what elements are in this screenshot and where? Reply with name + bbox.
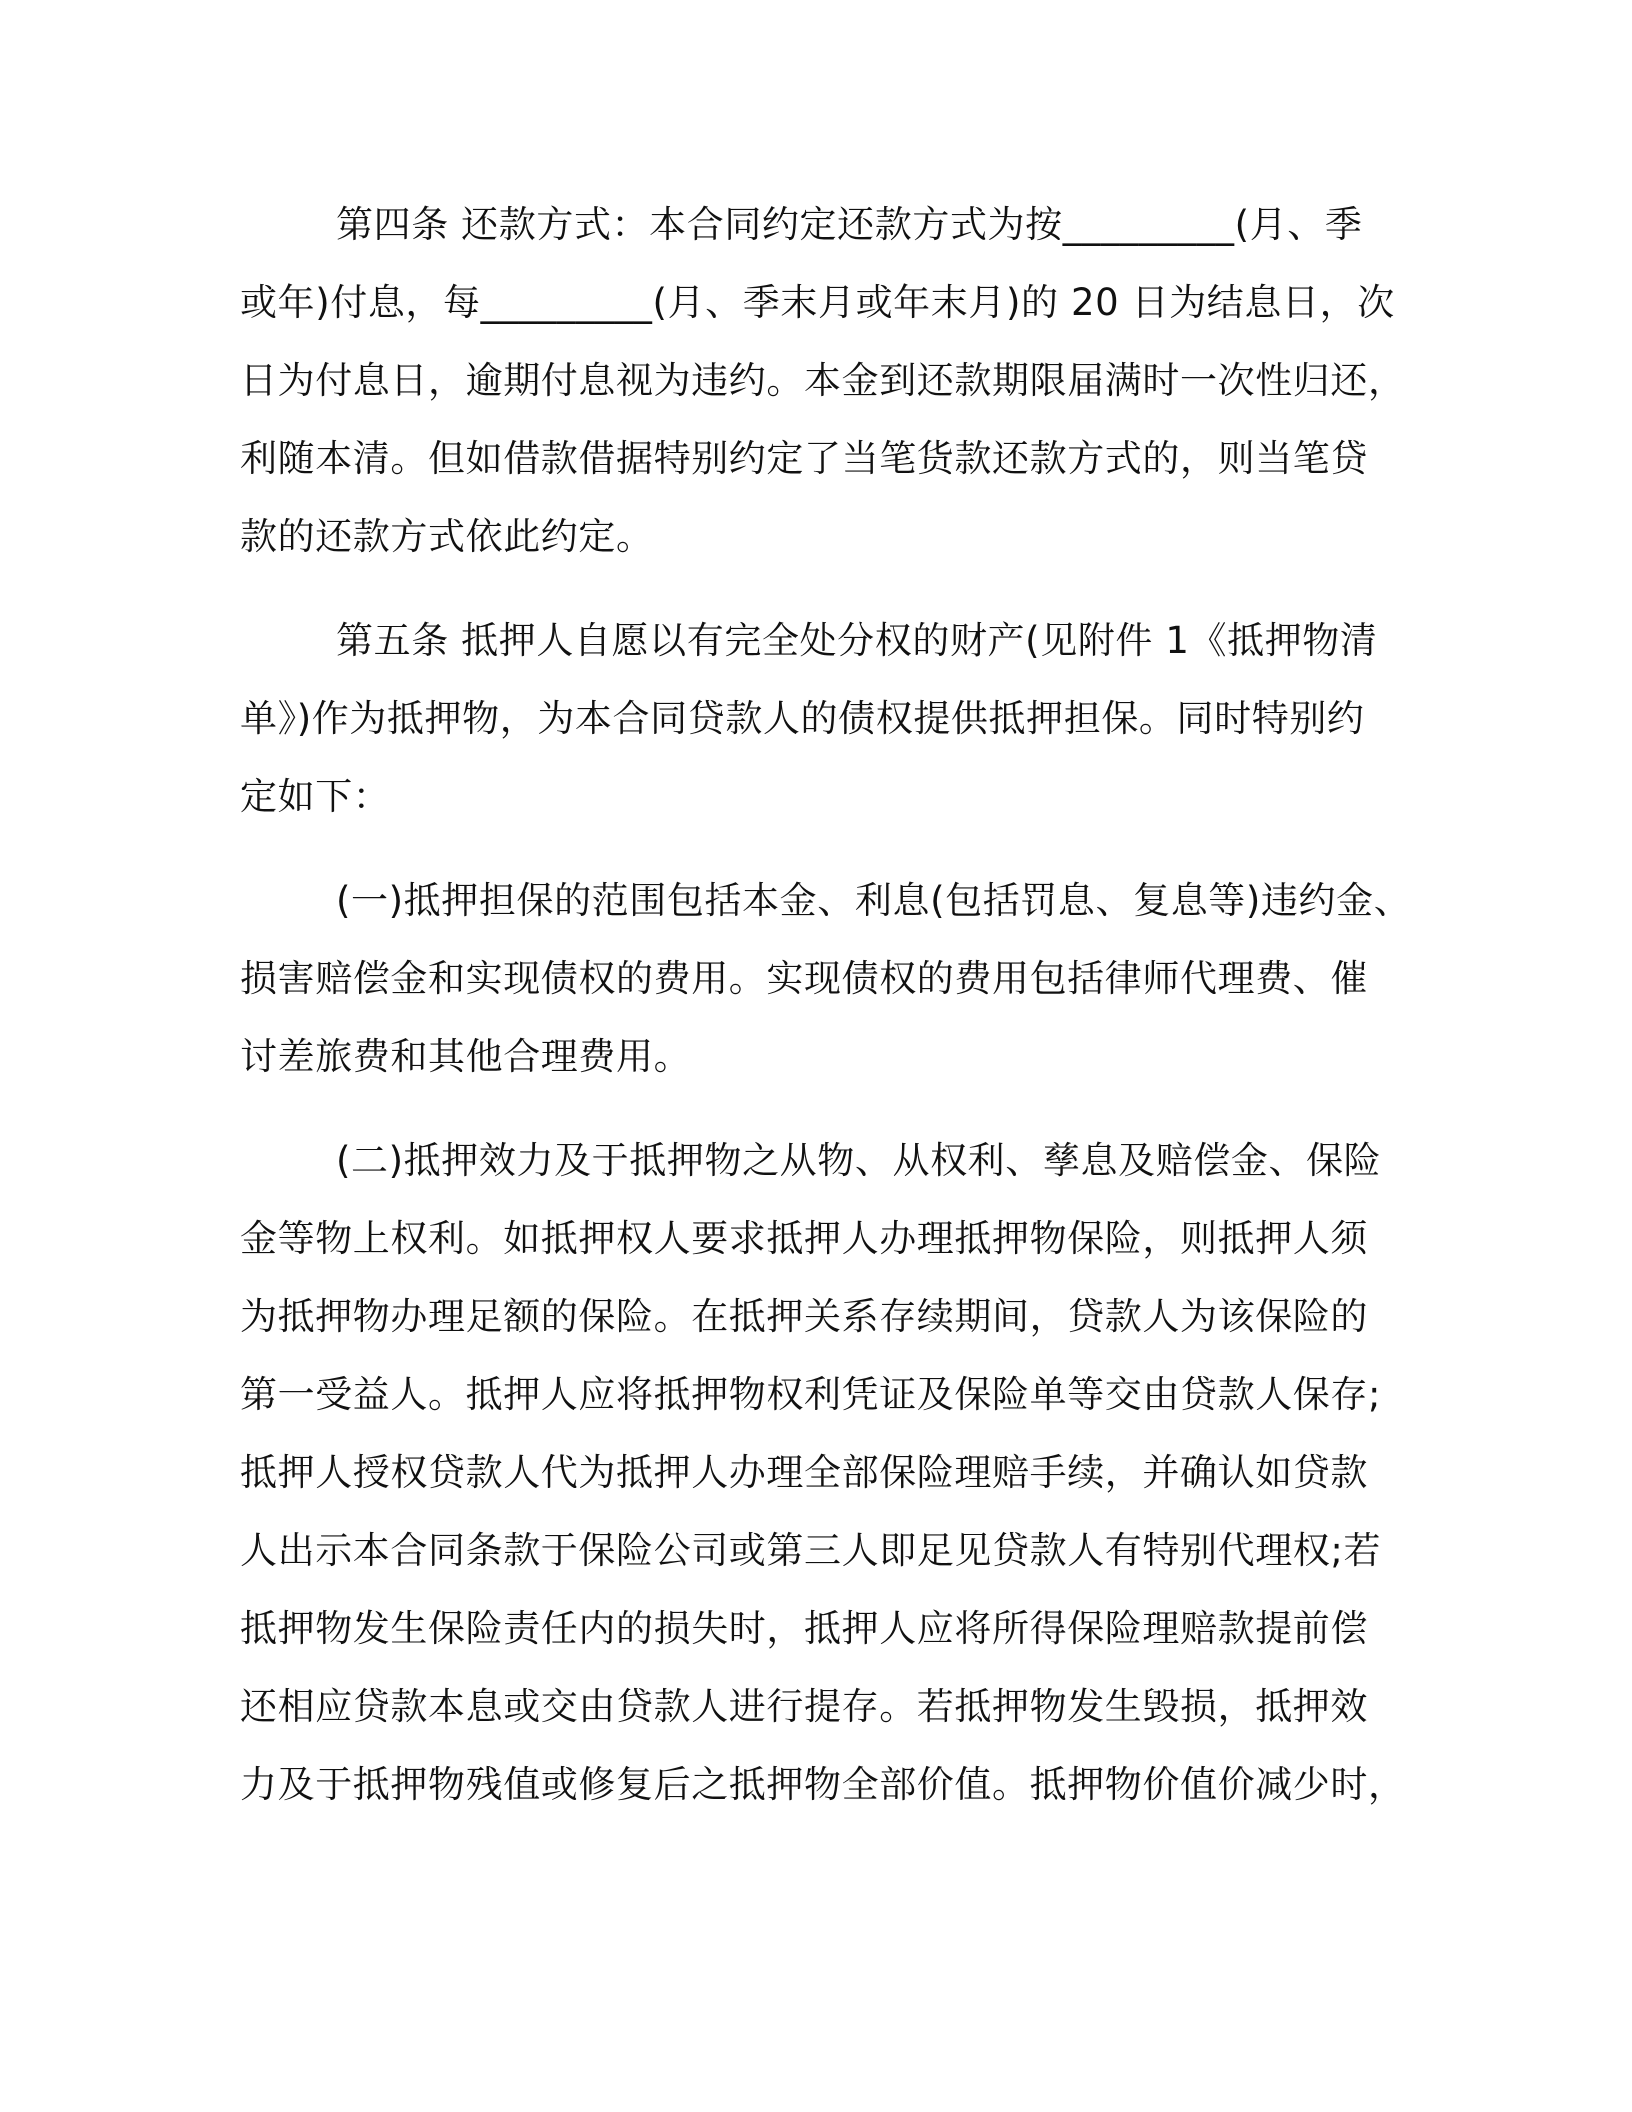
text-line: 讨差旅费和其他合理费用。 (240, 1035, 692, 1078)
document-body (240, 186, 1412, 1850)
article-4-paragraph (240, 186, 1406, 576)
text-line: 损害赔偿金和实现债权的费用。实现债权的费用包括律师代理费、催 (240, 957, 1368, 1000)
text-line: 抵押人授权贷款人代为抵押人办理全部保险理赔手续，并确认如贷款 (240, 1451, 1368, 1494)
text-line: 定如下： (240, 775, 391, 818)
text-line: 或年)付息，每_________(月、季末月或年末月)的 20 日为结息日，次 (240, 281, 1395, 324)
text-line: 金等物上权利。如抵押权人要求抵押人办理抵押物保险，则抵押人须 (240, 1217, 1368, 1260)
text-line: (二)抵押效力及于抵押物之从物、从权利、孳息及赔偿金、保险 (336, 1139, 1382, 1182)
clause-2-paragraph (240, 1122, 1406, 1824)
text-line: (一)抵押担保的范围包括本金、利息(包括罚息、复息等)违约金、 (336, 879, 1412, 922)
text-line: 力及于抵押物残值或修复后之抵押物全部价值。抵押物价值价减少时， (240, 1763, 1406, 1806)
text-line: 第四条 还款方式：本合同约定还款方式为按_________(月、季 (336, 203, 1363, 246)
text-line: 抵押物发生保险责任内的损失时，抵押人应将所得保险理赔款提前偿 (240, 1607, 1368, 1650)
text-line: 人出示本合同条款于保险公司或第三人即足见贷款人有特别代理权;若 (240, 1529, 1382, 1572)
text-line: 利随本清。但如借款借据特别约定了当笔货款还款方式的，则当笔贷 (240, 437, 1368, 480)
article-5-paragraph (240, 602, 1390, 836)
clause-1-paragraph (240, 862, 1412, 1096)
text-line: 第五条 抵押人自愿以有完全处分权的财产(见附件 1《抵押物清 (336, 619, 1378, 662)
text-line: 为抵押物办理足额的保险。在抵押关系存续期间，贷款人为该保险的 (240, 1295, 1368, 1338)
text-line: 第一受益人。抵押人应将抵押物权利凭证及保险单等交由贷款人保存; (240, 1373, 1382, 1416)
text-line: 款的还款方式依此约定。 (240, 515, 654, 558)
text-line: 还相应贷款本息或交由贷款人进行提存。若抵押物发生毁损，抵押效 (240, 1685, 1368, 1728)
text-line: 单》)作为抵押物，为本合同贷款人的债权提供抵押担保。同时特别约 (240, 697, 1365, 740)
text-line: 日为付息日，逾期付息视为违约。本金到还款期限届满时一次性归还， (240, 359, 1406, 402)
